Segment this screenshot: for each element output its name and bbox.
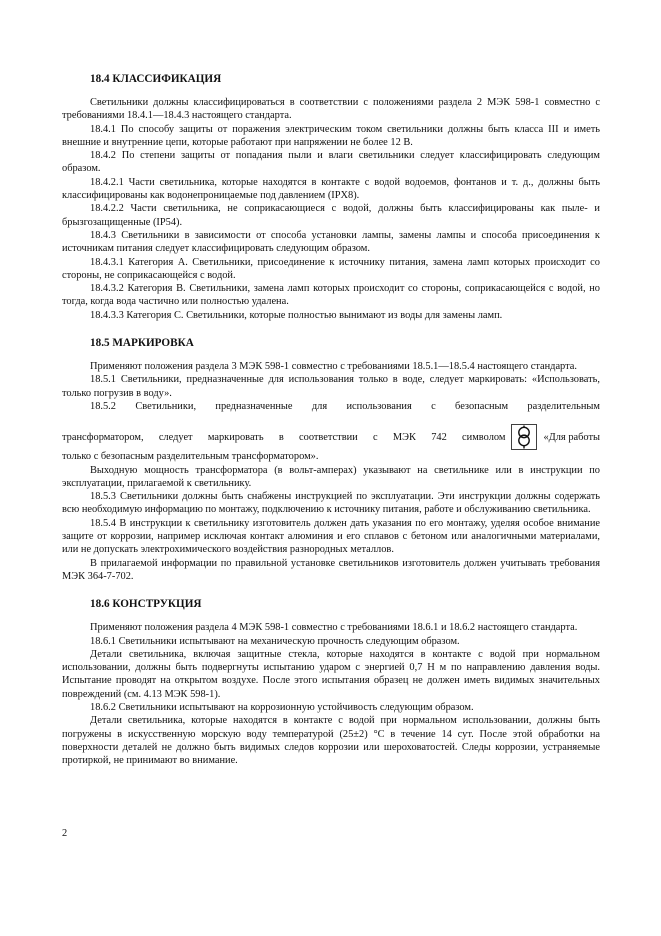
paragraph: 18.4.1 По способу защиты от поражения электрическим током светильники должны быть класса III и иметь внешние и внутренние цепи, которые работают при напряжении не более 12 В.: [62, 123, 600, 148]
section-title-18-4: 18.4 КЛАССИФИКАЦИЯ: [90, 73, 222, 85]
paragraph: 18.6.2 Светильники испытывают на коррозионную устойчивость следующим образом.: [90, 701, 474, 713]
symbol-line-tail: «Для работы: [543, 431, 600, 443]
paragraph: 18.4.2.2 Части светильника, не соприкасающиеся с водой, должны быть классифицированы как пыле- и брызгозащищенные (IP54).: [62, 203, 600, 228]
paragraph: 18.5.4 В инструкции к светильнику изготовитель должен дать указания по его монтажу, уделяя особое внимание защите от коррозии, например исключая контакт алюминия и его сплавов с бетоном или аналогичными материалами, или не допускать электрохимического воздействия разнородных металлов.: [62, 517, 600, 556]
paragraph: Светильники должны классифицироваться в соответствии с положениями раздела 2 МЭК 598-1 совместно с требованиями 18.4.1—18.4.3 настоящего стандарта.: [62, 97, 600, 122]
paragraph: 18.5.1 Светильники, предназначенные для использования только в воде, следует маркировать: «Использовать, только погрузив в воду».: [62, 374, 600, 399]
paragraph: В прилагаемой информации по правильной установке светильников изготовитель должен учитывать требования МЭК 364-7-702.: [62, 557, 600, 582]
paragraph: только с безопасным разделительным трансформатором».: [62, 451, 319, 463]
section-title-18-6: 18.6 КОНСТРУКЦИЯ: [90, 598, 202, 611]
paragraph: 18.4.2 По степени защиты от попадания пыли и влаги светильники следует классифицировать следующим образом.: [62, 150, 600, 175]
page-content: [62, 72, 600, 767]
paragraph: 18.5.2 Светильники, предназначенные для использования с безопасным разделительным: [90, 400, 600, 412]
paragraph: 18.4.2.1 Части светильника, которые находятся в контакте с водой водоемов, фонтанов и т. д., должны быть классифицированы как водонепроницаемые под давлением (IPX8).: [62, 176, 600, 202]
paragraph: Применяют положения раздела 3 МЭК 598-1 совместно с требованиями 18.5.1—18.5.4 настоящего стандарта.: [90, 361, 577, 373]
page-number: 2: [62, 828, 68, 839]
paragraph: 18.5.3 Светильники должны быть снабжены инструкцией по эксплуатации. Эти инструкции должны содержать всю необходимую информацию по монтажу, подключению к источнику питания, работе и обслуживанию светильника.: [62, 491, 600, 516]
symbol-line-text: трансформатором, следует маркировать в соответствии с МЭК 742 символом: [62, 431, 506, 443]
paragraph: Выходную мощность трансформатора (в вольт-амперах) указывают на светильнике или в инструкции по эксплуатации, прилагаемой к светильнику.: [62, 464, 600, 489]
paragraph: 18.4.3.2 Категория В. Светильники, замена ламп которых происходит со стороны, соприкасающейся с водой, но тогда, когда вода частично или полностью удалена.: [62, 283, 600, 308]
paragraph: 18.4.3 Светильники в зависимости от способа установки лампы, замены лампы и способа присоединения к источникам питания следует классифицировать следующим образом.: [62, 229, 600, 255]
paragraph: Детали светильника, которые находятся в контакте с водой при нормальном использовании, должны быть погружены в искусственную морскую воду температурой (25±2) °С в течение 14 сут. После этой обработки на поверхности деталей не должно быть видимых следов коррозии или шероховатостей. Следы коррозии, устраняемые протиркой, не принимают во внимание.: [62, 715, 600, 767]
paragraph: 18.6.1 Светильники испытывают на механическую прочность следующим образом.: [90, 635, 460, 647]
paragraph: 18.4.3.1 Категория А. Светильники, присоединение к источнику питания, замена ламп которых происходит со стороны, не соприкасающейся с водой.: [62, 256, 600, 281]
paragraph: Детали светильника, включая защитные стекла, которые находятся в контакте с водой при нормальном использовании, должны быть подвергнуты испытанию ударом с энергией 0,7 Н м по направлению давления воды. Испытание проводят на открытом воздухе. После этого испытания образец не должен иметь видимых значительных повреждений (см. 4.13 МЭК 598-1).: [62, 648, 600, 700]
paragraph: 18.4.3.3 Категория С. Светильники, которые полностью вынимают из воды для замены ламп.: [90, 309, 503, 321]
safety-isolating-transformer-icon: [511, 424, 537, 450]
paragraph: Применяют положения раздела 4 МЭК 598-1 совместно с требованиями 18.6.1 и 18.6.2 настоящего стандарта.: [90, 622, 578, 634]
symbol-line: [62, 424, 600, 450]
section-title-18-5: 18.5 МАРКИРОВКА: [90, 337, 194, 350]
